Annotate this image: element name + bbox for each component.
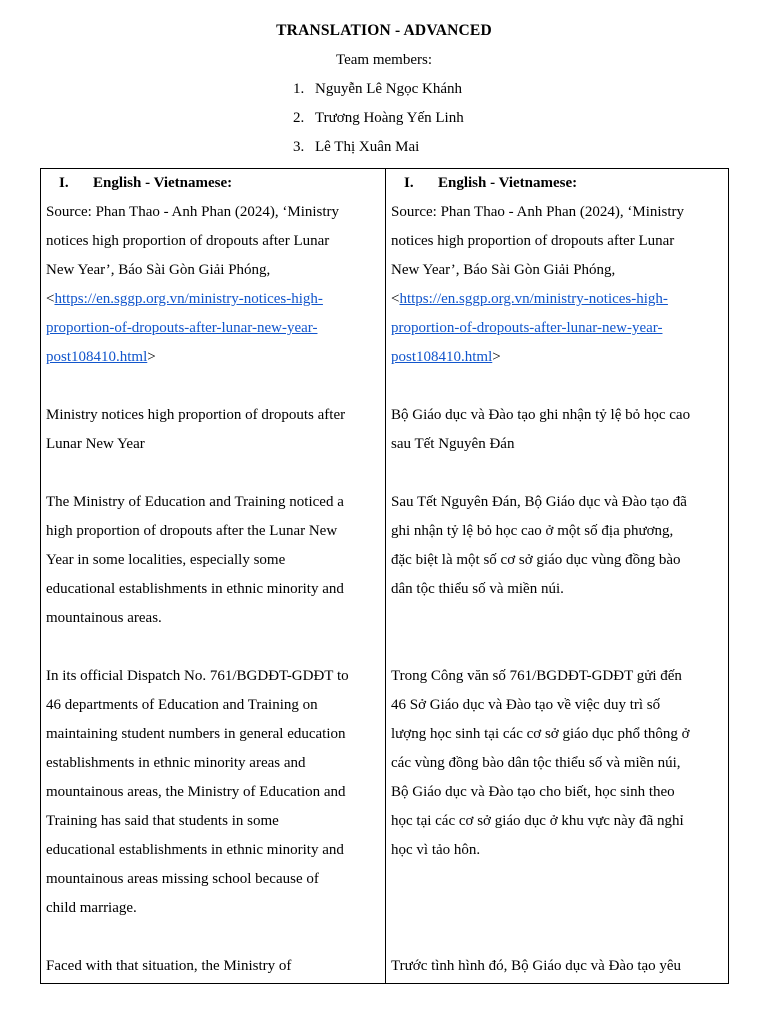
paragraph-line: 46 Sở Giáo dục và Đào tạo về việc duy trì số bbox=[391, 697, 661, 713]
paragraph-line: Trong Công văn số 761/BGDĐT-GDĐT gửi đến bbox=[391, 668, 682, 684]
paragraph-line: educational establishments in ethnic minority and bbox=[46, 581, 344, 597]
column-divider bbox=[385, 169, 386, 983]
paragraph-line: Faced with that situation, the Ministry of bbox=[46, 958, 292, 974]
section-title: English - Vietnamese: bbox=[93, 175, 233, 191]
source-link[interactable]: https://en.sggp.org.vn/ministry-notices-high- bbox=[399, 291, 668, 307]
section-title: English - Vietnamese: bbox=[438, 175, 578, 191]
paragraph-line: Trước tình hình đó, Bộ Giáo dục và Đào tạo yêu bbox=[391, 958, 682, 974]
article-title-line: Bộ Giáo dục và Đào tạo ghi nhận tỷ lệ bỏ học cao bbox=[391, 407, 691, 423]
paragraph-line: child marriage. bbox=[46, 900, 137, 916]
translation-table bbox=[40, 168, 729, 984]
paragraph-line: ghi nhận tỷ lệ bỏ học cao ở một số địa phương, bbox=[391, 523, 674, 539]
vietnamese-column bbox=[391, 169, 725, 983]
paragraph-line: educational establishments in ethnic minority and bbox=[46, 842, 344, 858]
english-column bbox=[46, 169, 381, 983]
member-number: 1. bbox=[293, 81, 305, 97]
source-link-line bbox=[46, 343, 381, 372]
paragraph-line: mountainous areas, the Ministry of Education and bbox=[46, 784, 346, 800]
paragraph-line: lượng học sinh tại các cơ sở giáo dục phổ thông ở bbox=[391, 726, 690, 742]
article-title-line: Lunar New Year bbox=[46, 436, 145, 452]
paragraph-line: Training has said that students in some bbox=[46, 813, 279, 829]
paragraph-line: Sau Tết Nguyên Đán, Bộ Giáo dục và Đào tạo đã bbox=[391, 494, 687, 510]
source-link[interactable]: post108410.html bbox=[391, 349, 493, 365]
source-link-line bbox=[391, 285, 725, 314]
source-line: notices high proportion of dropouts after Lunar bbox=[46, 233, 330, 249]
member-number: 3. bbox=[293, 139, 305, 155]
source-line: notices high proportion of dropouts after Lunar bbox=[391, 233, 675, 249]
section-heading bbox=[391, 169, 725, 198]
paragraph-line: các vùng đồng bào dân tộc thiểu số và miền núi, bbox=[391, 755, 681, 771]
article-title-line: Ministry notices high proportion of dropouts after bbox=[46, 407, 346, 423]
paragraph-line: Year in some localities, especially some bbox=[46, 552, 286, 568]
team-member-2 bbox=[293, 110, 464, 127]
paragraph-line: đặc biệt là một số cơ sở giáo dục vùng đồng bào bbox=[391, 552, 681, 568]
team-members-label: Team members: bbox=[336, 52, 432, 68]
paragraph-line: Bộ Giáo dục và Đào tạo cho biết, học sinh theo bbox=[391, 784, 675, 800]
source-link[interactable]: post108410.html bbox=[46, 349, 148, 365]
source-line: New Year’, Báo Sài Gòn Giải Phóng, bbox=[391, 262, 616, 278]
section-number: I. bbox=[404, 175, 414, 191]
paragraph-line: establishments in ethnic minority areas and bbox=[46, 755, 306, 771]
angle-open: < bbox=[46, 291, 55, 307]
paragraph-line: mountainous areas. bbox=[46, 610, 162, 626]
angle-open: < bbox=[391, 291, 400, 307]
source-line: Source: Phan Thao - Anh Phan (2024), ‘Ministry bbox=[391, 204, 685, 220]
paragraph-line: The Ministry of Education and Training noticed a bbox=[46, 494, 344, 510]
source-link-line bbox=[391, 314, 725, 343]
angle-close: > bbox=[147, 349, 156, 365]
team-member-1 bbox=[293, 81, 462, 98]
paragraph-line: học tại các cơ sở giáo dục ở khu vực này đã nghỉ bbox=[391, 813, 684, 829]
source-link-line bbox=[46, 314, 381, 343]
member-name: Lê Thị Xuân Mai bbox=[315, 139, 420, 155]
paragraph-line: dân tộc thiểu số và miền núi. bbox=[391, 581, 564, 597]
angle-close: > bbox=[492, 349, 501, 365]
section-heading bbox=[46, 169, 381, 198]
member-name: Nguyễn Lê Ngọc Khánh bbox=[315, 81, 463, 97]
section-number: I. bbox=[59, 175, 69, 191]
source-link-line bbox=[46, 285, 381, 314]
paragraph-line: In its official Dispatch No. 761/BGDĐT-GDĐT to bbox=[46, 668, 349, 684]
document-title: TRANSLATION - ADVANCED bbox=[276, 22, 492, 39]
paragraph-line: học vì tảo hôn. bbox=[391, 842, 481, 858]
paragraph-line: 46 departments of Education and Training on bbox=[46, 697, 318, 713]
member-number: 2. bbox=[293, 110, 305, 126]
paragraph-line: high proportion of dropouts after the Lunar New bbox=[46, 523, 338, 539]
source-link-line bbox=[391, 343, 725, 372]
source-link[interactable]: https://en.sggp.org.vn/ministry-notices-high- bbox=[54, 291, 323, 307]
source-link[interactable]: proportion-of-dropouts-after-lunar-new-year- bbox=[391, 320, 663, 336]
team-member-3 bbox=[293, 139, 419, 156]
article-title-line: sau Tết Nguyên Đán bbox=[391, 436, 515, 452]
paragraph-line: maintaining student numbers in general education bbox=[46, 726, 346, 742]
source-link[interactable]: proportion-of-dropouts-after-lunar-new-year- bbox=[46, 320, 318, 336]
member-name: Trương Hoàng Yến Linh bbox=[315, 110, 464, 126]
source-line: New Year’, Báo Sài Gòn Giải Phóng, bbox=[46, 262, 271, 278]
source-line: Source: Phan Thao - Anh Phan (2024), ‘Ministry bbox=[46, 204, 340, 220]
paragraph-line: mountainous areas missing school because of bbox=[46, 871, 319, 887]
